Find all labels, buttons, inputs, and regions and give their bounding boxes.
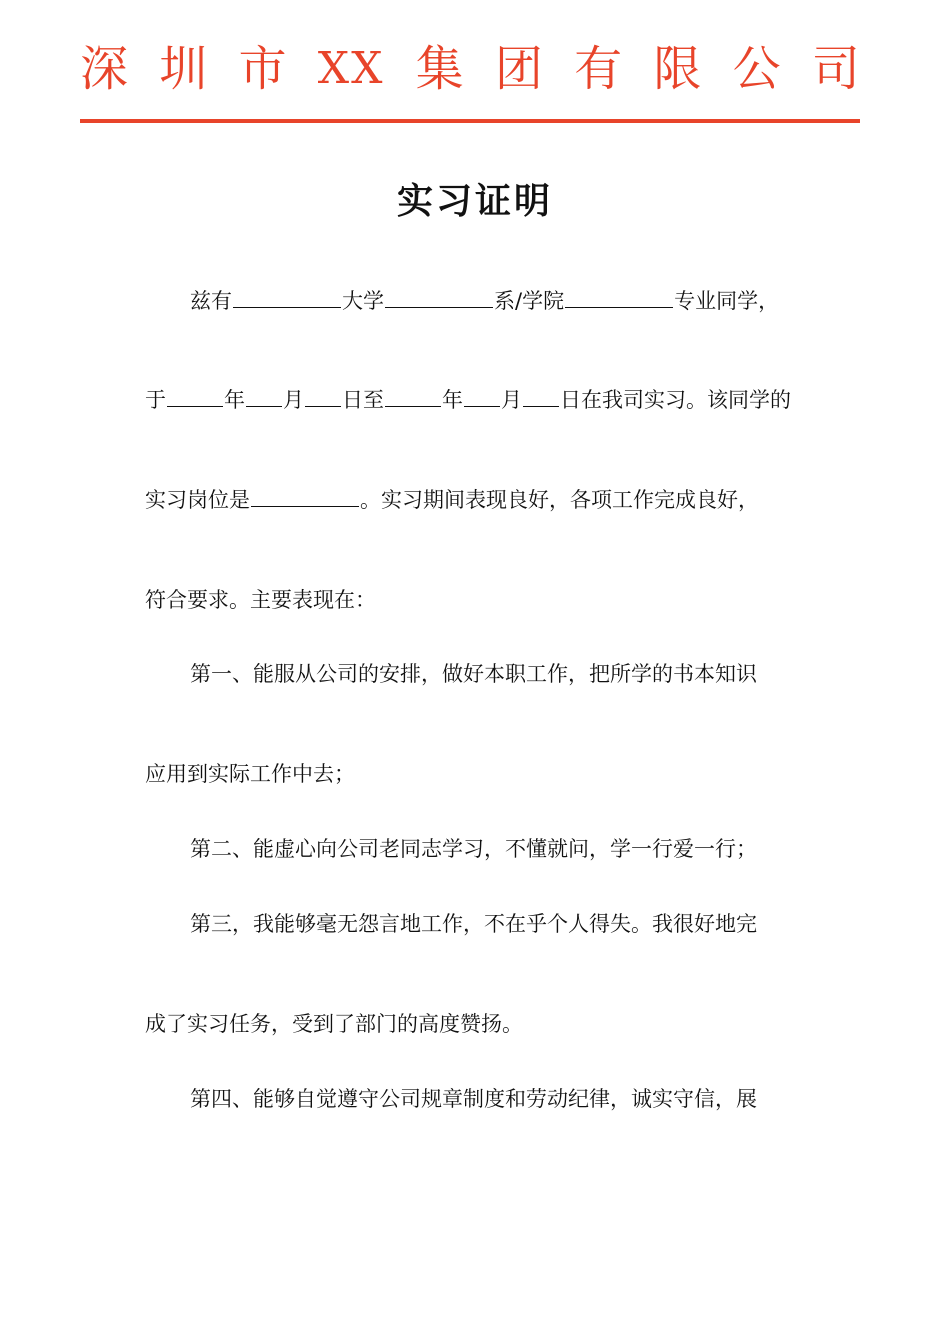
company-char: 司: [811, 41, 860, 97]
text-segment: 日至: [342, 388, 384, 412]
fill-blank-start-day: [305, 386, 341, 407]
body-line-2: [145, 385, 810, 415]
fill-blank-department: [385, 287, 493, 308]
document-title: 实习证明: [396, 181, 553, 222]
text-segment: 年: [442, 388, 463, 412]
company-char: 团: [494, 41, 543, 97]
body-line-1: [145, 286, 810, 316]
body-line-8: 第三，我能够毫无怨言地工作，不在乎个人得失。我很好地完: [190, 912, 757, 936]
fill-blank-major: [565, 287, 673, 308]
fill-blank-end-day: [523, 386, 559, 407]
text-segment: 。实习期间表现良好，各项工作完成良好，: [360, 488, 759, 512]
fill-blank-school: [233, 287, 341, 308]
fill-blank-position: [251, 486, 359, 507]
body-line-9: 成了实习任务，受到了部门的高度赞扬。: [145, 1012, 523, 1036]
text-segment: 大学: [342, 289, 384, 313]
body-line-7: 第二、能虚心向公司老同志学习，不懂就问，学一行爱一行；: [190, 837, 757, 861]
company-char: 限: [653, 41, 702, 97]
text-segment: 月: [283, 388, 304, 412]
body-line-10: 第四、能够自觉遵守公司规章制度和劳动纪律，诚实守信，展: [190, 1087, 757, 1111]
text-segment: 系/学院: [494, 289, 565, 313]
company-char: 集: [415, 41, 464, 97]
fill-blank-start-year: [167, 386, 223, 407]
fill-blank-end-year: [385, 386, 441, 407]
body-line-3: [145, 485, 810, 515]
text-segment: 实习岗位是: [145, 488, 250, 512]
text-segment: 专业同学，: [674, 289, 780, 313]
fill-blank-start-month: [246, 386, 282, 407]
company-char: 圳: [159, 41, 208, 97]
body-line-4: 符合要求。主要表现在：: [145, 588, 376, 612]
company-char: 深: [80, 41, 129, 97]
text-segment: 兹有: [190, 289, 232, 313]
body-line-6: 应用到实际工作中去；: [145, 762, 355, 786]
company-char: 公: [732, 41, 781, 97]
fill-blank-end-month: [464, 386, 500, 407]
company-char: XX: [317, 43, 385, 94]
text-segment: 于: [145, 388, 166, 412]
company-char: 有: [574, 41, 623, 97]
company-char: 市: [238, 41, 287, 97]
text-segment: 年: [224, 388, 245, 412]
company-name: [80, 34, 860, 104]
text-segment: 月: [501, 388, 522, 412]
body-line-5: 第一、能服从公司的安排，做好本职工作，把所学的书本知识: [190, 662, 757, 686]
text-segment: 日在我司实习。该同学的: [560, 388, 791, 412]
header-divider: [80, 119, 860, 123]
